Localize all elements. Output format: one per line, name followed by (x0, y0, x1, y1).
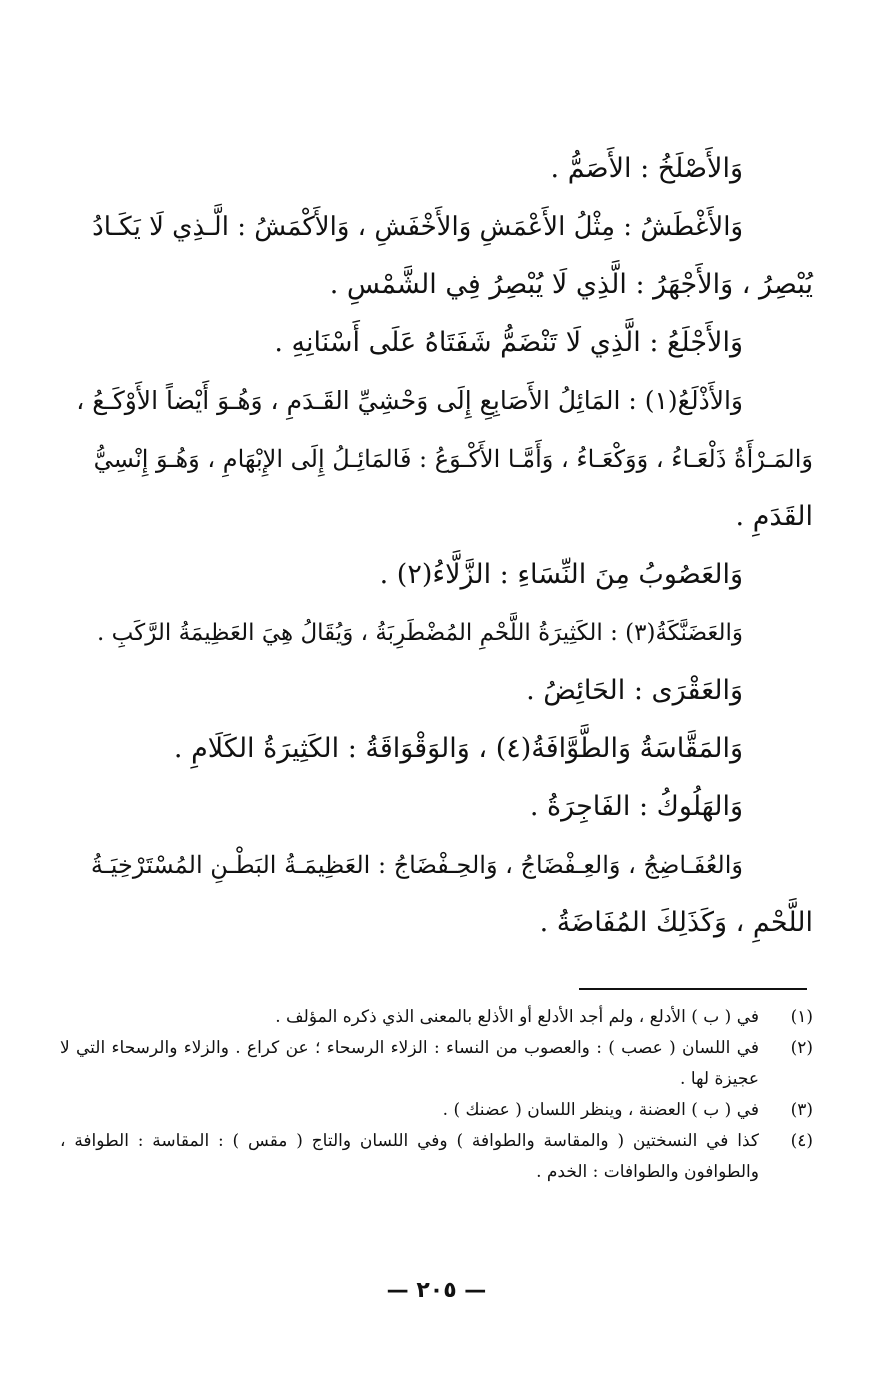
text-line: وَالمَـرْأَةُ ذَلْعَـاءُ ، وَوَكْعَـاءُ ، وَأَمَّـا الأَكْـوَعُ : فَالمَائِـلُ إِلَى الإِبْهَامِ ، وَهُـوَ إِنْسِيُّ (93, 445, 813, 473)
footnote (60, 1002, 813, 1033)
text-line: وَالعَضَنَّكَةُ(٣) : الكَثِيرَةُ اللَّحْمِ المُضْطَرِبَةُ ، وَيُقَالُ هِيَ العَظِيمَةُ الرَّكَبِ . (97, 620, 743, 646)
text-line: وَالمَقَّاسَةُ وَالطَّوَّافَةُ(٤) ، وَالوَقْوَاقَةُ : الكَثِيرَةُ الكَلَامِ . (173, 733, 743, 764)
text-line: يُبْصِرُ ، وَالأَجْهَرُ : الَّذِي لَا يُبْصِرُ فِي الشَّمْسِ . (329, 269, 813, 300)
footnote (60, 1095, 813, 1126)
footnote-number: (١) (790, 1007, 813, 1027)
text-line: وَالأَصْلَخُ : الأَصَمُّ . (550, 153, 743, 184)
footnote-divider (579, 988, 807, 990)
text-line: وَالأَجْلَعُ : الَّذِي لَا تَنْضَمُّ شَفَتَاهُ عَلَى أَسْنَانِهِ . (274, 327, 743, 358)
main-text (70, 140, 813, 952)
footnote (60, 1033, 813, 1095)
footnote-text: كذا في النسختين ( والمقاسة والطوافة ) وفي اللسان والتاج ( مقس ) : المقاسة : الطوافة ، والطوافون والطوافات : الخدم . (60, 1131, 759, 1182)
text-line: وَالأَغْطَشُ : مِثْلُ الأَعْمَشِ وَالأَخْفَشِ ، وَالأَكْمَشُ : الَّـذِي لَا يَكَـادُ (92, 212, 743, 242)
footnote-text: في ( ب ) الأدلع ، ولم أجد الأدلع أو الأذلع بالمعنى الذي ذكره المؤلف . (275, 1007, 759, 1027)
footnote-text: في ( ب ) العضنة ، وينظر اللسان ( عضنك ) . (442, 1100, 759, 1120)
footnote-number: (٤) (790, 1131, 813, 1151)
text-line: وَالهَلُوكُ : الفَاجِرَةُ . (529, 791, 743, 822)
footnote-number: (٢) (790, 1038, 813, 1058)
footnote (60, 1126, 813, 1188)
footnote-number: (٣) (790, 1100, 813, 1120)
page-number: — ٢٠٥ — (386, 1278, 487, 1303)
text-line: وَالعَصُوبُ مِنَ النِّسَاءِ : الزَّلَّاءُ(٢) . (379, 559, 743, 590)
footnotes (60, 1002, 813, 1188)
text-line: القَدَمِ . (735, 501, 813, 532)
footnote-text: في اللسان ( عصب ) : والعصوب من النساء : الزلاء الرسحاء ؛ عن كراع . والزلاء والرسحاء التي لا عجيزة لها . (60, 1038, 759, 1089)
text-line: وَالأَذْلَعُ(١) : المَائِلُ الأَصَابِعِ إِلَى وَحْشِيِّ القَـدَمِ ، وَهُـوَ أَيْضاً الأَوْكَـعُ ، (76, 386, 743, 415)
text-line: وَالعَقْرَى : الحَائِضُ . (526, 675, 743, 706)
text-line: وَالعُفَـاضِجُ ، وَالعِـفْضَاجُ ، وَالحِـفْضَاجُ : العَظِيمَـةُ البَطْـنِ المُسْتَرْخِيَـةُ (90, 851, 743, 879)
text-line: اللَّحْمِ ، وَكَذَلِكَ المُفَاضَةُ . (539, 907, 813, 938)
